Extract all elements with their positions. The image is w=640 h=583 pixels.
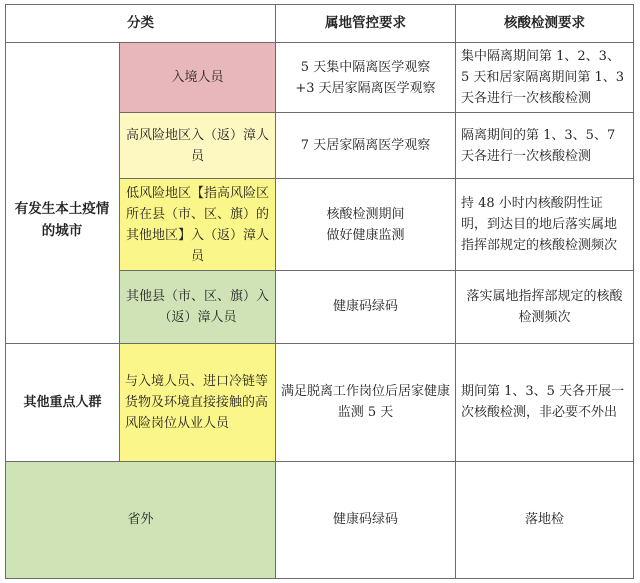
test-key-people: 期间第 1、3、5 天各开展一次核酸检测，非必要不外出 [456,343,634,461]
test-out-of-province: 落地检 [456,461,634,578]
header-nucleic-test: 核酸检测要求 [456,5,634,43]
header-local-control: 属地管控要求 [276,5,456,43]
group-empty-cell [6,43,120,344]
sub-inbound: 入境人员 [120,43,276,113]
table-row-out-of-province [6,461,634,578]
test-high-risk: 隔离期间的第 1、3、5、7 天各进行一次核酸检测 [456,113,634,179]
sub-key-people: 与入境人员、进口冷链等货物及环境直接接触的高风险岗位从业人员 [120,343,276,461]
group-key-people: 其他重点人群 [6,343,120,461]
test-inbound: 集中隔离期间第 1、2、3、5 天和居家隔离期间第 1、3 天各进行一次核酸检测 [456,43,634,113]
control-other-county: 健康码绿码 [276,271,456,343]
policy-table [5,4,634,579]
test-other-county: 落实属地指挥部规定的核酸检测频次 [456,271,634,343]
table-row-inbound [6,43,634,113]
header-row [6,5,634,43]
sub-high-risk: 高风险地区入（返）漳人员 [120,113,276,179]
table-row-key-people [6,343,634,461]
control-low-risk: 核酸检测期间 做好健康监测 [276,179,456,271]
control-high-risk: 7 天居家隔离医学观察 [276,113,456,179]
header-category: 分类 [6,5,276,43]
control-out-of-province: 健康码绿码 [276,461,456,578]
control-inbound: 5 天集中隔离医学观察 +3 天居家隔离医学观察 [276,43,456,113]
control-key-people: 满足脱离工作岗位后居家健康监测 5 天 [276,343,456,461]
sub-out-of-province: 省外 [6,461,276,578]
sub-other-county: 其他县（市、区、旗）入（返）漳人员 [120,271,276,343]
sub-low-risk: 低风险地区【指高风险区所在县（市、区、旗）的其他地区】入（返）漳人员 [120,179,276,271]
group-epidemic-city: 有发生本土疫情的城市 [14,201,110,239]
test-low-risk: 持 48 小时内核酸阴性证明，到达目的地后落实属地指挥部规定的核酸检测频次 [456,179,634,271]
